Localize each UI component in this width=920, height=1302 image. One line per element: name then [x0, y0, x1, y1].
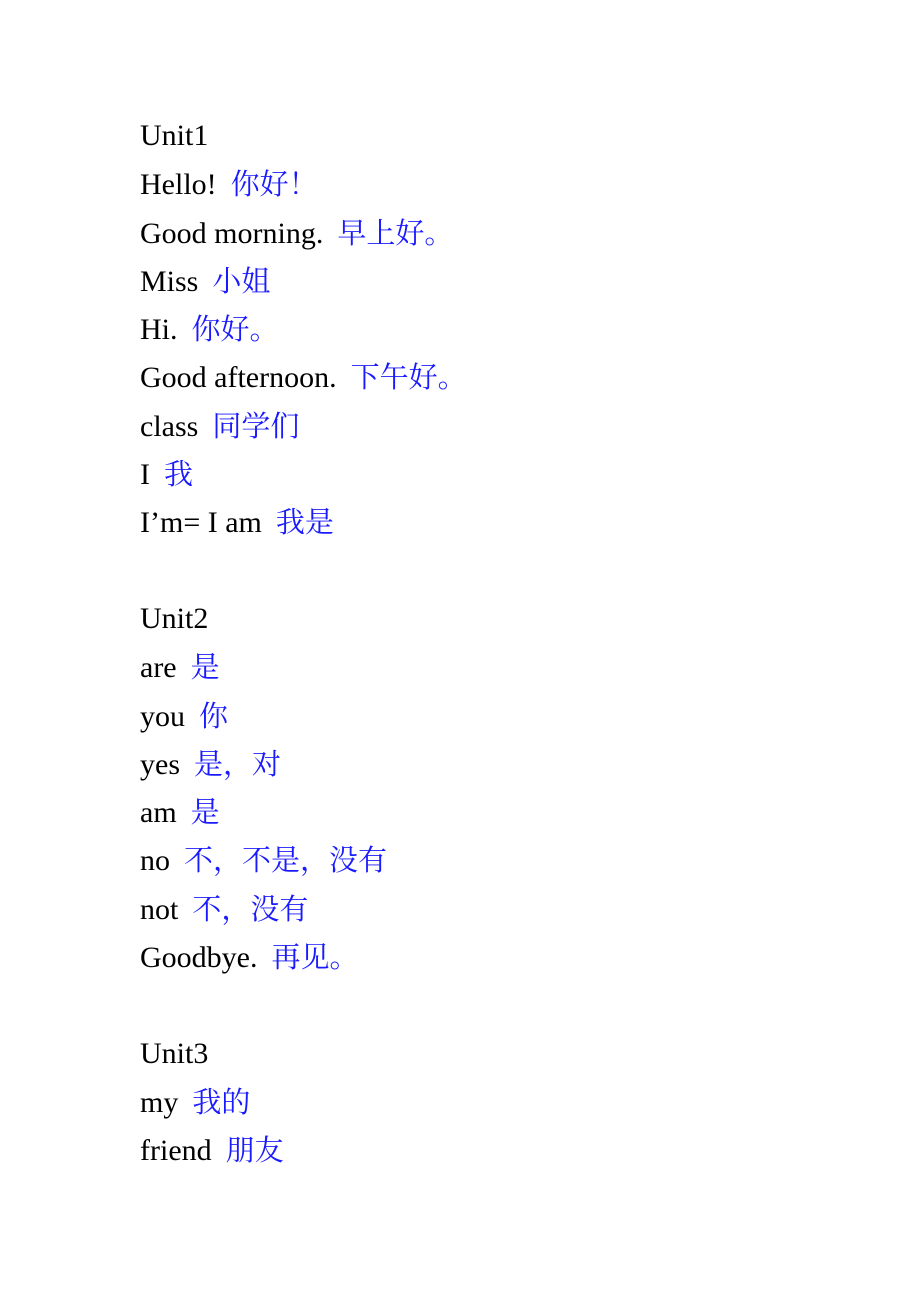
vocab-chinese: 朋友 — [225, 1133, 284, 1168]
vocab-english: you — [140, 699, 185, 733]
vocab-english: are — [140, 651, 177, 685]
vocab-chinese: 你好！ — [230, 167, 318, 202]
vocab-entry — [140, 498, 880, 546]
vocab-entry — [140, 305, 880, 353]
vocab-chinese: 同学们 — [212, 408, 300, 443]
section-spacer — [140, 547, 880, 595]
unit-heading — [140, 1030, 880, 1078]
vocab-chinese: 我是 — [275, 505, 334, 540]
vocab-chinese: 下午好。 — [350, 360, 467, 395]
vocab-entry — [140, 353, 880, 401]
vocab-entry — [140, 1078, 880, 1126]
vocab-chinese: 不，没有 — [192, 891, 309, 926]
vocab-english: Goodbye. — [140, 941, 258, 975]
vocab-english: I’m= I am — [140, 506, 262, 540]
vocab-entry — [140, 836, 880, 884]
vocab-entry — [140, 257, 880, 305]
vocab-entry — [140, 885, 880, 933]
vocab-chinese: 再见。 — [271, 940, 359, 975]
vocab-english: am — [140, 796, 177, 830]
vocab-chinese: 是，对 — [194, 746, 282, 781]
vocab-english: friend — [140, 1134, 212, 1168]
unit-heading-text: Unit3 — [140, 1036, 209, 1070]
vocabulary-page — [140, 112, 880, 1175]
vocab-english: yes — [140, 747, 180, 781]
vocab-chinese: 我 — [164, 457, 194, 492]
vocab-chinese: 我的 — [192, 1084, 251, 1119]
vocab-chinese: 你好。 — [191, 312, 279, 347]
vocab-entry — [140, 692, 880, 740]
vocab-english: Good afternoon. — [140, 361, 337, 395]
vocab-entry — [140, 740, 880, 788]
vocab-entry — [140, 209, 880, 257]
unit-heading — [140, 595, 880, 643]
vocab-chinese: 是 — [190, 650, 220, 685]
vocab-english: Miss — [140, 264, 199, 298]
vocab-english: Hello! — [140, 168, 217, 202]
vocab-chinese: 是 — [190, 795, 220, 830]
vocab-chinese: 小姐 — [212, 263, 271, 298]
vocab-english: class — [140, 409, 199, 443]
vocab-chinese: 你 — [199, 698, 229, 733]
vocab-english: Good morning. — [140, 216, 324, 250]
vocab-entry — [140, 450, 880, 498]
vocab-chinese: 早上好。 — [337, 215, 454, 250]
vocab-entry — [140, 933, 880, 981]
vocab-english: no — [140, 844, 170, 878]
vocab-english: I — [140, 458, 150, 492]
vocab-entry — [140, 402, 880, 450]
vocab-english: not — [140, 892, 179, 926]
vocab-entry — [140, 788, 880, 836]
vocab-english: my — [140, 1085, 179, 1119]
vocab-entry — [140, 643, 880, 691]
unit-heading-text: Unit2 — [140, 601, 209, 635]
vocab-chinese: 不，不是，没有 — [184, 843, 388, 878]
unit-heading-text: Unit1 — [140, 119, 209, 152]
vocab-entry — [140, 160, 880, 208]
section-spacer — [140, 981, 880, 1029]
vocab-entry — [140, 1126, 880, 1174]
unit-heading — [140, 112, 880, 160]
vocab-english: Hi. — [140, 313, 178, 347]
